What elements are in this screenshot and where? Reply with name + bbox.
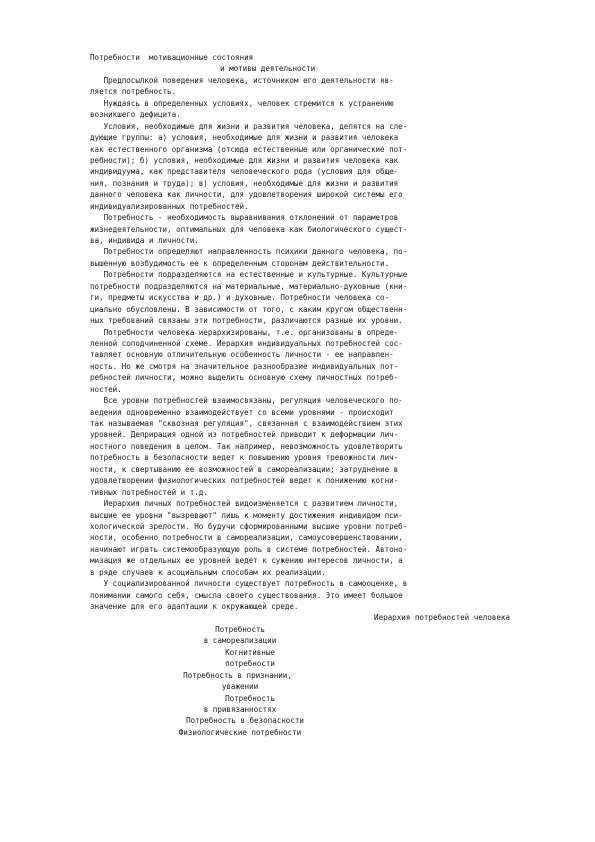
text-line: высшие ее уровни "вызревают" лишь к моменту достижения индивидом пси-	[90, 510, 403, 520]
text-line: понимании самого себя, смысла своего существования. Это имеет большое	[90, 590, 403, 600]
text-line: жизнедеятельности, оптимальных для человека как биологического сущест-	[90, 224, 408, 234]
hierarchy-level: потребности	[225, 659, 275, 669]
hierarchy-level: Потребность в безопасности	[186, 716, 304, 726]
text-line: Нуждаясь в определенных условиях, человек стремится к устранению	[90, 98, 394, 108]
hierarchy-level: Потребность	[225, 693, 275, 703]
text-line: индивидуализированных потребностей.	[90, 201, 249, 211]
text-line: как естественного организма (отсюда естественные или органические пот-	[90, 144, 408, 154]
text-line: ведения одновременно взаимодействует со всеми уровнями - происходит	[90, 407, 394, 417]
text-line: мизация же отдельных ее уровней ведет к сужению интересов личности, а	[90, 556, 403, 566]
paragraph	[90, 212, 510, 246]
text-line: Потребность - необходимость выравнивания отклонений от параметров	[90, 213, 399, 223]
hierarchy-level: уважении	[221, 682, 259, 692]
text-line: дующие группы: а) условия, необходимые для жизни и развития человека	[90, 133, 399, 143]
text-line: удовлетворении физиологических потребностей ведет к понижению когни-	[90, 476, 399, 486]
text-line: ность. Но же смотря на значительное разнообразие индивидуальных пот-	[90, 361, 399, 371]
text-line: так называемая "сквозная регуляция", связанная с взаимодействием этих	[90, 419, 403, 428]
title-line-2: и мотивы деятельности	[220, 64, 316, 74]
text-line: Потребности подразделяются на естественные и культурные. Культурные	[90, 270, 408, 280]
paragraph	[90, 246, 510, 269]
document-page	[90, 52, 510, 738]
text-line: ностей.	[90, 384, 122, 394]
paragraph	[90, 498, 510, 578]
text-line: возникшего дефицита.	[90, 110, 181, 120]
text-line: Потребности определяют направленность психики данного человека, по-	[90, 247, 408, 257]
text-line: Все уровни потребностей взаимосвязаны, регуляция человеческого по-	[90, 396, 403, 406]
text-line: ребности); б) условия, необходимые для жизни и развития человека как	[90, 155, 399, 165]
text-line: хологической зрелости. Но будучи сформированными высшие уровни потреб-	[90, 521, 408, 531]
text-line: ляется потребность.	[90, 87, 177, 97]
text-line: ных требований связаны эти потребности, различаются разные их уровни.	[90, 316, 403, 326]
text-line: Условия, необходимые для жизни и развития человека, делятся на сле-	[90, 121, 408, 131]
text-line: Потребности человека иерархизированы, т.е. организованы в опреде-	[90, 327, 399, 337]
hierarchy-title: Иерархия потребностей человека	[374, 613, 510, 623]
text-line: тавляет основную отличительную особенность личности - ее направлен-	[90, 350, 394, 360]
text-line: Предпосылкой поведения человека, источником его деятельности яв-	[90, 75, 394, 85]
text-line: уровней. Деприрация одной из потребностей приводит к деформации лич-	[90, 430, 399, 440]
text-line: ленной соподчиненной схеме. Иерархия индивидуальных потребностей сос-	[90, 338, 403, 348]
text-line: тивных потребностей и т.д.	[90, 487, 208, 497]
paragraph	[90, 327, 510, 396]
text-line: У социализированной личности существует потребность в самооценке, в	[90, 579, 408, 589]
text-line: потребности подразделяются на материальные, материально-духовные (кни-	[90, 281, 408, 291]
hierarchy-level: Когнитивные	[225, 647, 275, 657]
text-line: ностного поведения в целом. Так например, невозможность удовлетворить	[90, 441, 403, 451]
paragraph	[90, 121, 510, 213]
text-line: ребностей личности, можно выделить основную схему личностных потреб-	[90, 373, 399, 383]
paragraph	[90, 395, 510, 498]
hierarchy-level: Потребность в признании,	[183, 670, 292, 680]
text-line: значение для его адаптации к окружающей среде.	[90, 602, 299, 611]
paragraph	[90, 269, 510, 326]
text-line: ности, к свертыванию ее возможностей в самореализации; затруднение в	[90, 464, 399, 474]
body-text	[90, 75, 510, 613]
hierarchy-level: Физиологические потребности	[178, 727, 302, 737]
hierarchy-level: Потребность	[215, 624, 265, 634]
title-line-1: Потребности мотивационные состояния	[90, 53, 254, 62]
text-line: в ряде случаев к асоциальным способам их реализации.	[90, 567, 326, 577]
text-line: вышенную возбудимость ее к определенным сторонам действительности.	[90, 258, 390, 268]
text-line: индивидуума, как представителя человеческого рода (условия для обще-	[90, 167, 399, 177]
paragraph	[90, 75, 510, 98]
text-line: циально обусловлены. В зависимости от того, с каким кругом общественн-	[90, 304, 408, 314]
hierarchy-level: в самореализации	[203, 636, 277, 646]
text-line: начинают играть системообразующую роль в системе потребностей. Автоно-	[90, 544, 408, 554]
text-line: ния, познания и труда); в) условия, необходимые для жизни и развития	[90, 178, 399, 188]
text-line: потребность в безопасности ведет к повышению уровня тревожности лич-	[90, 453, 399, 463]
text-line: Иерархия личных потребностей видоизменяется с развитием личности,	[90, 499, 399, 509]
text-line: данного человека как личности, для удовлетворения широкой системы его	[90, 190, 403, 200]
paragraph	[90, 578, 510, 612]
paragraph	[90, 98, 510, 121]
hierarchy-level: в привязанностях	[203, 704, 277, 714]
text-line: ги, предметы искусства и др.) и духовные. Потребности человека со-	[90, 293, 390, 303]
text-line: ности, особенно потребности в самореализации, самоусовершенствовании,	[90, 533, 403, 543]
hierarchy-diagram	[90, 624, 510, 738]
text-line: ва, индивида и личности.	[90, 236, 199, 245]
